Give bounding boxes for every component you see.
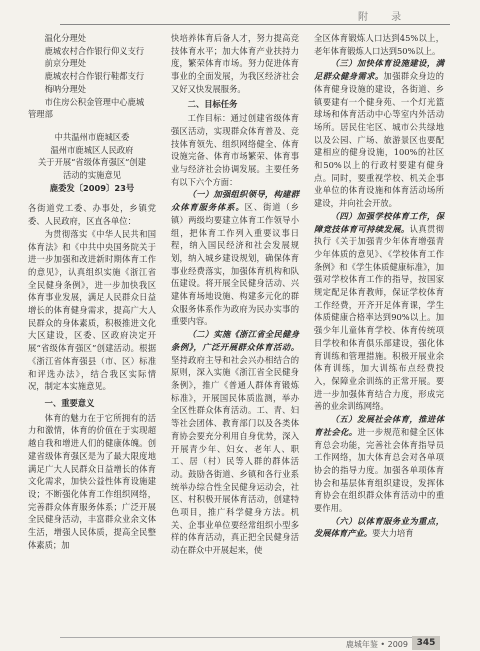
page-number: 345 [412,636,440,650]
subsection-title: （五）发展社会体育，推进体育社会化。 [314,414,444,437]
subsection-text: 加强群众身边的体育健身设施的建设，各街道、乡镇要建有一个健身苑、一个灯光篮球场和体育活动中心等室内外活动场所。居民住宅区、城市公共绿地以及公园、广场、旅游景区也要配建相应的健身设施，100%的社区和50%以上的行政村要建有健身点。同时，要重视学校、机关企事业单位的体育设施和体育活动场所建设，并向社会开放。 [314,71,444,209]
salutation: 各街道党工委、办事处，乡镇党委、人民政府，区直各单位： [28,203,156,227]
department-item: 鹿城农村合作银行仰义支行 [44,45,145,56]
section-heading: 二、目标任务 [187,98,238,109]
department-item: 管理部 [28,109,53,120]
department-item: 市住房公积金管理中心鹿城 [44,96,145,107]
notice-title: 关于开展“省级体育强区”创建 [37,157,147,168]
subsection [314,210,444,413]
body-paragraph: 为贯彻落实《中华人民共和国体育法》和《中共中央国务院关于进一步加强和改进新时期体育工作的意见》，认真组织实施《浙江省全民健身条例》，进一步加快我区体育事业发展，满足人民群众日益增长的体育健身需求，提高广大人民群众的身体素质，积极推进文化大区建设，区委、区政府决定开展“省级体育强区”创建活动。根据《浙江省体育强县（市、区）标准和评选办法》，结合我区实际情况，制定本实施意见。 [28,228,156,392]
subsection [314,57,444,209]
section-label: 附 录 [358,12,412,23]
body-paragraph: 体育的魅力在于它所拥有的活力和激情，体育的价值在于实现超越自我和增进人们的健康体魄。创建省级体育强区是为了最大限度地满足广大人民群众日益增长的体育文化需求，加快公益性体育设施建设；不断强化体育工作组织网络，完善群众体育服务体系；广泛开展全民健身活动，丰富群众业余文体生活，增强人民体质，提高全民整体素质；加 [28,412,156,550]
subsection-title: （三）加快体育设施建设，满足群众健身需求。 [314,58,444,82]
subsection-title: （一）加强组织领导，构建群众体育服务体系。 [171,189,299,213]
page-footer [0,633,480,651]
department-item: 梅呐分理处 [44,83,87,94]
subsection-title: （四）加强学校体育工作，保障竞技体育可持续发展。 [314,210,444,234]
header-divider [60,24,450,25]
subsection-title: （二）实施《浙江省全民健身条例》，广泛开展群众体育活动。 [171,329,299,352]
subsection-text: 坚持政府主导和社会兴办相结合的原则，深入实施《浙江省全民健身条例》，推广《普通人群体育锻炼标准》，开展国民体质监测，举办全区性群众体育活动。工、青、妇等社会团体、教育部门以及各类体育协会要充分利用自身优势，深入开展青少年、妇女、老年人、职工、居（村）民等人群的群体活动。鼓励各街道、乡镇和各行业系统举办综合性全民健身运动会，社区、村积极开展体育活动，创建特色项目，推广科学健身方法。机关、企事业单位要经常组织小型多样的体育活动，真正把全民健身活动在群众中开展起来，使 [171,354,299,556]
body-paragraph: 全区体育锻炼人口达到45%以上，老年体育锻炼人口达到50%以上。 [314,33,444,56]
column-1 [28,32,156,551]
publication-name: 鹿城年鉴 • 2009 [345,640,408,649]
column-2 [171,32,299,557]
department-item: 前京分理处 [44,58,87,69]
subsection [314,515,444,540]
notice-title: 活动的实施意见 [62,170,122,181]
subsection-text: 要大力培育 [372,528,414,539]
notice-issuer: 温州市鹿城区人民政府 [50,144,134,155]
subsection [314,413,444,515]
body-paragraph: 快培养体育后备人才，努力提高竞技体育水平；加大体育产业扶持力度，繁荣体育市场。努力促进体育事业的全面发展，为我区经济社会又好又快发展服务。 [171,33,299,94]
document-number: 鹿委发〔2009〕23号 [49,182,135,193]
subsection-title: （六）以体育服务业为重点，发展体育产业。 [314,515,444,539]
subsection [171,328,299,557]
section-heading: 一、重要意义 [44,397,95,408]
footer-divider [60,637,420,638]
department-item: 温化分理处 [44,33,87,43]
notice-title-block [28,131,156,195]
department-item: 鹿城农村合作银行鞋都支行 [44,71,145,82]
column-3 [314,32,444,540]
notice-issuer: 中共温州市鹿城区委 [54,131,130,142]
subsection-text: 进一步规范和健全区体育总会功能，完善社会体育指导员工作网络，加大体育总会对各单项协会的指导力度。加强各单项体育协会和基层体育组织建设，发挥体育协会在组织群众体育活动中的重要作用。 [314,426,444,514]
subsection-text: 区、街道（乡镇）两级均要建立体育工作领导小组，把体育工作列入重要议事日程，纳入国民经济和社会发展规划，纳入城乡建设规划，确保体育事业经费落实，加强体育机构和队伍建设。将开展全民健身活动、兴建体育场地设施、构建多元化的群众服务体系作为政府为民办实事的重要内容。 [171,202,299,327]
body-paragraph: 工作目标：通过创建省级体育强区活动，实现群众体育普及、竞技体育领先、组织网络健全、体育设施完备、体育市场繁荣、体育事业与经济社会协调发展。主要任务有以下六个方面： [171,113,299,187]
running-header [0,0,480,28]
subsection [171,188,299,328]
subsection-text: 认真贯彻执行《关于加强青少年体育增强青少年体质的意见》、《学校体育工作条例》和《学生体质健康标准》，加强对学校体育工作的指导，按国家规定配足体育教师，保证学校体育工作经费，开齐开足体育课，学生体质健康合格率达到90%以上。加强少年儿童体育学校、体育传统项目学校和体育俱乐部建设，强化体育训练和管理措施。积极开展业余体育训练，加大训练布点经费投入，保障业余训练的正常开展。要进一步加强体育结合力度，形成完善的业余训练网络。 [314,223,444,412]
